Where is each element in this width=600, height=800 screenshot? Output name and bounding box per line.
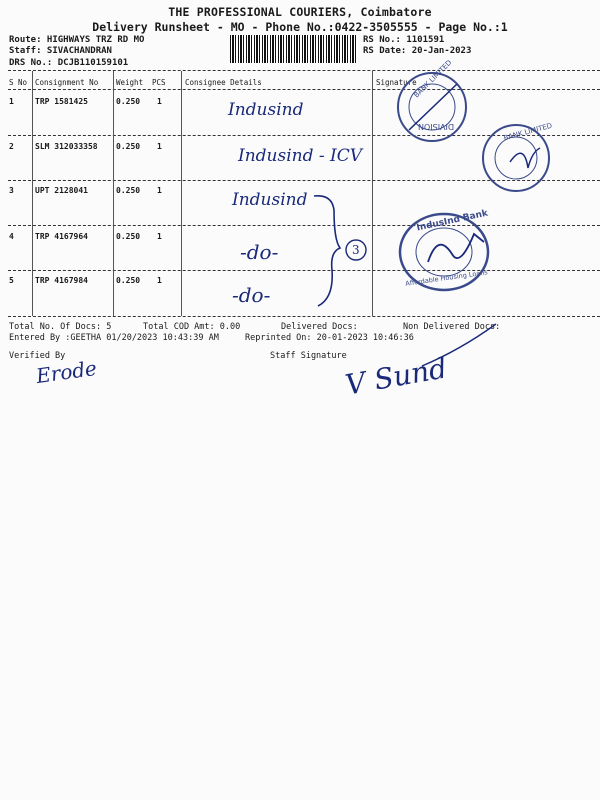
row-weight: 0.250 <box>116 97 141 106</box>
column-divider <box>32 71 33 316</box>
document-title: THE PROFESSIONAL COURIERS, Coimbatore <box>168 5 432 19</box>
row-divider <box>8 225 600 226</box>
non-delivered-docs: Non Delivered Docs: <box>403 322 501 332</box>
rs-number: RS No.: 1101591 <box>363 35 445 45</box>
row-consignment: TRP 1581425 <box>35 97 88 106</box>
row-sno: 5 <box>9 276 14 285</box>
row-weight: 0.250 <box>116 232 141 241</box>
row-consignment: UPT 2128041 <box>35 186 88 195</box>
row-consignment: SLM 312033358 <box>35 142 98 151</box>
row-consignee-handwritten: -do- <box>232 283 271 307</box>
row-sno: 2 <box>9 142 14 151</box>
row-pcs: 1 <box>157 232 162 241</box>
row-weight: 0.250 <box>116 142 141 151</box>
barcode <box>230 35 358 63</box>
col-consignment: Consignment No <box>35 78 99 87</box>
row-consignee-handwritten: Indusind <box>232 190 308 210</box>
col-pcs: PCS <box>152 78 166 87</box>
table-header-rule <box>8 89 600 90</box>
staff-label: Staff: SIVACHANDRAN <box>9 46 112 56</box>
row-sno: 3 <box>9 186 14 195</box>
column-divider <box>181 71 182 316</box>
verified-by-label: Verified By <box>9 351 66 361</box>
col-consignee-details: Consignee Details <box>185 78 262 87</box>
staff-signature-label: Staff Signature <box>270 351 347 361</box>
total-docs: Total No. Of Docs: 5 <box>9 322 112 332</box>
stamp-text: BANK LIMITED <box>502 121 553 143</box>
rs-date: RS Date: 20-Jan-2023 <box>363 46 472 56</box>
delivered-docs: Delivered Docs: <box>281 322 358 332</box>
column-divider <box>113 71 114 316</box>
row-divider <box>8 270 600 271</box>
route-label: Route: HIGHWAYS TRZ RD MO <box>9 35 145 45</box>
verified-signature: Erode <box>34 355 99 389</box>
entered-by: Entered By :GEETHA 01/20/2023 10:43:39 AM <box>9 333 219 343</box>
col-sno: S No <box>9 78 28 87</box>
document-subtitle: Delivery Runsheet - MO - Phone No.:0422-3505555 - Page No.:1 <box>92 20 508 34</box>
row-pcs: 1 <box>157 142 162 151</box>
reprinted-on: Reprinted On: 20-01-2023 10:46:36 <box>245 333 414 343</box>
table-top-rule <box>8 70 600 71</box>
row-pcs: 1 <box>157 276 162 285</box>
circled-number: 3 <box>352 243 360 257</box>
stamp-text: DIVISION <box>418 122 455 131</box>
row-sno: 4 <box>9 232 14 241</box>
row-weight: 0.250 <box>116 186 141 195</box>
row-consignment: TRP 4167984 <box>35 276 88 285</box>
stamp-text: Affordable Housing Loans <box>404 268 489 288</box>
total-cod: Total COD Amt: 0.00 <box>143 322 241 332</box>
staff-handwritten-signature: V Sund <box>342 351 450 402</box>
handwritten-bracket <box>310 190 380 315</box>
row-pcs: 1 <box>157 186 162 195</box>
signature-flourish <box>420 320 500 370</box>
row-consignee-handwritten: Indusind <box>228 100 304 120</box>
stamp-text: BANK LIMITED <box>412 58 454 100</box>
drs-number: DRS No.: DCJB110159101 <box>9 58 129 68</box>
stamp-text: IndusInd Bank <box>415 208 489 234</box>
table-bottom-rule <box>8 316 600 317</box>
row-consignment: TRP 4167964 <box>35 232 88 241</box>
col-weight: Weight <box>116 78 144 87</box>
row-sno: 1 <box>9 97 14 106</box>
row-pcs: 1 <box>157 97 162 106</box>
col-signature: Signature <box>376 78 417 87</box>
row-consignee-handwritten: -do- <box>240 240 279 264</box>
row-weight: 0.250 <box>116 276 141 285</box>
row-consignee-handwritten: Indusind - ICV <box>238 146 363 166</box>
